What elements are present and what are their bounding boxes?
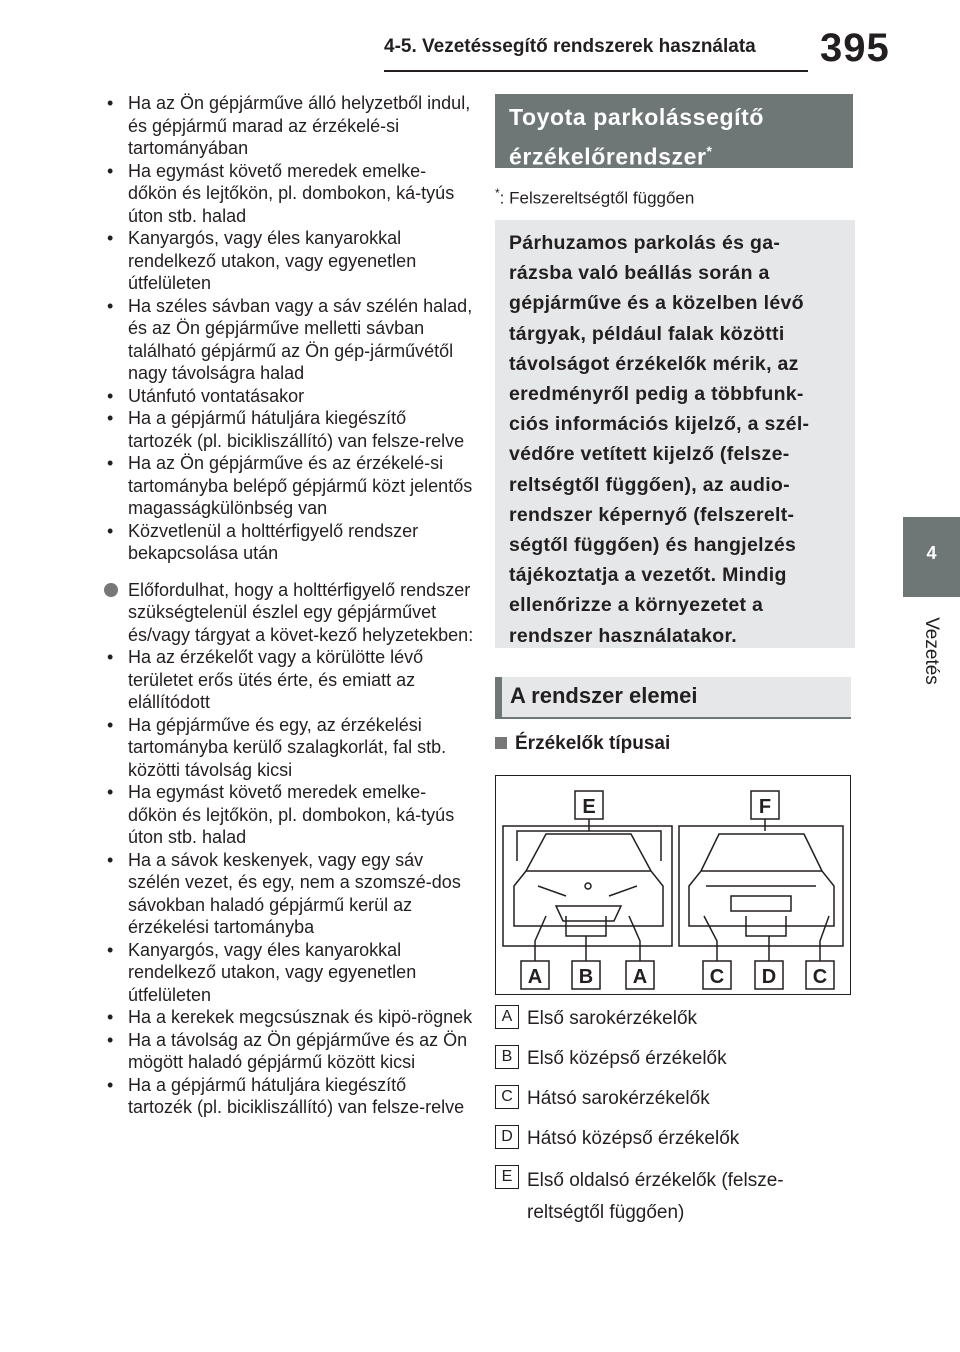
- sensor-diagram-svg: [496, 776, 849, 993]
- legend-text: Első oldalsó érzékelők (felsze-reltségtől függően): [527, 1170, 784, 1223]
- legend-item-c: [495, 1085, 855, 1113]
- section-title-box: [495, 94, 853, 168]
- list-item: • Ha a kerekek megcsúsznak és kipö-rögnek: [104, 1006, 474, 1029]
- legend-text: Hátsó sarokérzékelők: [527, 1088, 710, 1109]
- square-bullet-icon: [495, 737, 507, 749]
- circle-note: Előfordulhat, hogy a holttérfigyelő rendszer szükségtelenül észlel egy gépjárművet és/vagy tárgyat a követ-kező helyzetekben:: [104, 579, 474, 647]
- legend-key: E: [495, 1165, 519, 1189]
- legend-text: Hátsó középső érzékelők: [527, 1128, 740, 1149]
- chapter-tab: [903, 517, 960, 597]
- legend-key: D: [495, 1125, 519, 1149]
- intro-box: [495, 220, 855, 648]
- list-item: • Ha az Ön gépjárműve álló helyzetből indul, és gépjármű marad az érzékelé-si tartományában: [104, 92, 474, 160]
- label-F: F: [758, 796, 772, 818]
- list-item: • Utánfutó vontatásakor: [104, 385, 474, 408]
- list-item: • Ha a gépjármű hátuljára kiegészítő tartozék (pl. bicikliszállító) van felsze-relve: [104, 407, 474, 452]
- label-A2: A: [632, 966, 648, 988]
- leader-D: [746, 916, 786, 961]
- list-item: • Ha egymást követő meredek emelke-dőkön és lejtőkön, pl. dombokon, ká-tyús úton stb. halad: [104, 781, 474, 849]
- list-item: • Ha egymást követő meredek emelke-dőkön és lejtőkön, pl. dombokon, ká-tyús úton stb. halad: [104, 160, 474, 228]
- label-E: E: [582, 796, 596, 818]
- subheading: [495, 733, 670, 755]
- sensor-diagram: [495, 775, 851, 995]
- front-view-frame: [503, 826, 672, 946]
- front-headlights: [538, 886, 637, 896]
- footnote: [495, 186, 694, 209]
- list-item: • Ha a távolság az Ön gépjárműve és az Ön mögött haladó gépjármű között kicsi: [104, 1029, 474, 1074]
- section-heading-text: A rendszer elemei: [510, 683, 698, 708]
- leader-C: [704, 916, 829, 961]
- subheading-text: Érzékelők típusai: [515, 733, 671, 754]
- header-divider: [384, 70, 808, 72]
- label-A1: A: [527, 966, 543, 988]
- title-line-1: Toyota parkolássegítő: [509, 104, 765, 130]
- leader-A: [535, 916, 640, 961]
- legend-key: A: [495, 1005, 519, 1029]
- front-windshield: [526, 834, 651, 871]
- footnote-text: : Felszereltségtől függően: [499, 188, 695, 208]
- list-item: • Kanyargós, vagy éles kanyarokkal rendelkező utakon, vagy egyenetlen útfelületen: [104, 227, 474, 295]
- rear-body: [689, 871, 834, 926]
- legend-text: Első középső érzékelők: [527, 1048, 727, 1069]
- left-column: [104, 92, 474, 1119]
- label-D: D: [761, 966, 777, 988]
- label-B: B: [578, 966, 594, 988]
- rear-plate: [731, 896, 791, 911]
- label-C2: C: [812, 966, 828, 988]
- legend-item-d: [495, 1125, 855, 1153]
- list-item: • Közvetlenül a holttérfigyelő rendszer bekapcsolása után: [104, 520, 474, 565]
- front-emblem-icon: [585, 883, 591, 889]
- list-item: • Ha a sávok keskenyek, vagy egy sáv szélén vezet, és egy, nem a szomszé-dos sávokban haladó gépjármű kerül az érzékelési tartományba: [104, 849, 474, 939]
- chapter-number: 4: [926, 543, 937, 563]
- page-number: 395: [820, 26, 890, 70]
- legend-key: C: [495, 1085, 519, 1109]
- label-C1: C: [709, 966, 725, 988]
- title-star: *: [706, 143, 713, 159]
- front-body: [514, 871, 663, 926]
- list-item: • Ha az érzékelőt vagy a körülötte lévő területet erős ütés érte, és emiatt az elállítódott: [104, 646, 474, 714]
- footnote-star: *: [495, 186, 500, 200]
- leader-B: [566, 916, 606, 961]
- section-title: 4-5. Vezetéssegítő rendszerek használata: [384, 36, 756, 57]
- title-text: [495, 94, 853, 174]
- list-item: • Ha széles sávban vagy a sáv szélén halad, és az Ön gépjárműve melletti sávban található gépjármű az Ön gép-járművétől nagy távolságra halad: [104, 295, 474, 385]
- legend-text: Első sarokérzékelők: [527, 1008, 698, 1029]
- list-item: • Kanyargós, vagy éles kanyarokkal rendelkező utakon, vagy egyenetlen útfelületen: [104, 939, 474, 1007]
- title-line-2: érzékelőrendszer: [509, 143, 707, 170]
- intro-text: Párhuzamos parkolás és ga-rázsba való beállás során a gépjárműve és a közelben lévő tárgyak, például falak közötti távolságot érzékelők mérik, az eredményről pedig a többfunk-ciós információs kijelző, a szél-védőre vetített kijelző (felsze-reltségtől függően), az audio-rendszer képernyő (felszerelt-ségtől függően) és hangjelzés tájékoztatja a vezetőt. Mindig ellenőrizze a környezetet a rendszer használatakor.: [509, 232, 810, 647]
- legend-item-a: [495, 1005, 855, 1033]
- legend-key: B: [495, 1045, 519, 1069]
- legend-item-b: [495, 1045, 855, 1073]
- section-heading: [495, 677, 851, 719]
- list-item: • Ha a gépjármű hátuljára kiegészítő tartozék (pl. bicikliszállító) van felsze-relve: [104, 1074, 474, 1119]
- list-item: • Ha az Ön gépjárműve és az érzékelé-si tartományba belépő gépjármű közt jelentős magasságkülönbség van: [104, 452, 474, 520]
- chapter-label: Vezetés: [921, 617, 942, 685]
- list-item: • Ha gépjárműve és egy, az érzékelési tartományba kerülő szalagkorlát, fal stb. közötti távolság kicsi: [104, 714, 474, 782]
- legend-item-e: [495, 1165, 855, 1229]
- rear-window: [701, 834, 822, 871]
